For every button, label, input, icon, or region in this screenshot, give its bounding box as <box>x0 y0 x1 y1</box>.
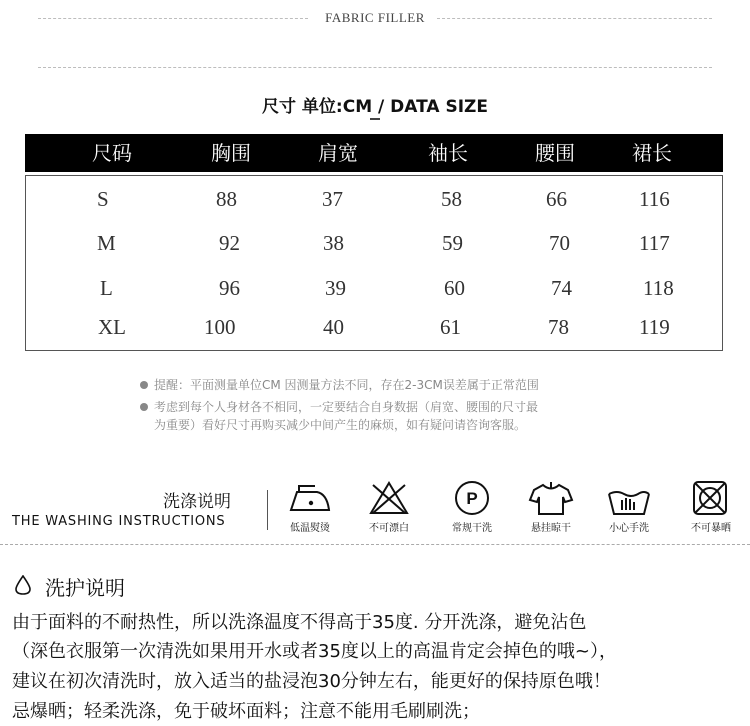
iron-low-label: 低温熨烫 <box>290 523 330 534</box>
note-measurement <box>140 376 539 393</box>
size-table-title: 尺寸 单位:CM / DATA SIZE <box>262 97 488 117</box>
dry-clean-label: 常规干洗 <box>452 523 492 534</box>
cell-size: S <box>97 187 109 211</box>
note-text: 考虑到每个人身材各不相同，一定要结合自身数据（肩宽、腰围的尺寸最 <box>154 400 539 414</box>
cell-sleeve: 59 <box>442 231 463 255</box>
cell-sleeve: 60 <box>444 276 465 300</box>
no-bleach-label: 不可漂白 <box>369 523 409 534</box>
cell-length: 118 <box>643 276 674 300</box>
cell-chest: 88 <box>216 187 237 211</box>
water-drop-icon <box>15 575 31 599</box>
cell-size: L <box>100 276 113 300</box>
hand-wash-icon <box>604 480 654 516</box>
note-continuation: 为重要）看好尺寸再购买减少中间产生的麻烦，如有疑问请咨询客服。 <box>154 418 527 432</box>
no-bleach-icon <box>364 480 414 516</box>
care-divider <box>0 544 750 545</box>
cell-sleeve: 61 <box>440 315 461 339</box>
care-line: 由于面料的不耐热性，所以洗涤温度不得高于35度. 分开洗涤，避免沾色 <box>12 612 587 633</box>
title-underline <box>370 118 380 120</box>
note-body-shape <box>140 398 538 415</box>
cell-waist: 66 <box>546 187 567 211</box>
cell-shoulder: 38 <box>323 231 344 255</box>
header-cell-size: 尺码 <box>92 141 132 165</box>
cell-waist: 74 <box>551 276 572 300</box>
cell-chest: 96 <box>219 276 240 300</box>
cell-shoulder: 40 <box>323 315 344 339</box>
cell-shoulder: 39 <box>325 276 346 300</box>
header-cell-sleeve: 袖长 <box>428 141 468 165</box>
washing-title-en: THE WASHING INSTRUCTIONS <box>12 514 226 529</box>
header-rule-right <box>437 18 712 19</box>
care-title: 洗护说明 <box>45 576 125 600</box>
no-sun-dry-icon <box>686 480 736 516</box>
cell-chest: 92 <box>219 231 240 255</box>
header-rule-bottom <box>38 67 712 68</box>
no-sun-dry-label: 不可暴晒 <box>691 523 731 534</box>
bullet-icon <box>140 403 148 411</box>
header-cell-length: 裙长 <box>632 141 672 165</box>
header-cell-chest: 胸围 <box>211 141 251 165</box>
size-table-header <box>25 134 723 172</box>
size-table-body <box>25 175 723 351</box>
hang-dry-icon <box>526 480 576 516</box>
header-cell-waist: 腰围 <box>535 141 575 165</box>
hand-wash-label: 小心手洗 <box>609 523 649 534</box>
cell-waist: 78 <box>548 315 569 339</box>
washing-title-cn: 洗涤说明 <box>163 492 231 512</box>
dry-clean-p-icon <box>447 480 497 516</box>
care-line: 忌爆晒；轻柔洗涤，免于破坏面料；注意不能用毛刷刷洗； <box>12 701 480 722</box>
care-line: 建议在初次清洗时，放入适当的盐浸泡30分钟左右，能更好的保持原色哦！ <box>12 671 611 692</box>
fabric-filler-label: FABRIC FILLER <box>325 10 425 25</box>
cell-size: XL <box>98 315 126 339</box>
cell-shoulder: 37 <box>322 187 343 211</box>
cell-length: 117 <box>639 231 670 255</box>
svg-text:P: P <box>466 489 478 508</box>
cell-waist: 70 <box>549 231 570 255</box>
header-cell-shoulder: 肩宽 <box>318 141 358 165</box>
cell-length: 119 <box>639 315 670 339</box>
cell-sleeve: 58 <box>441 187 462 211</box>
iron-low-icon <box>285 480 335 516</box>
bullet-icon <box>140 381 148 389</box>
washing-divider <box>267 490 268 530</box>
note-text: 提醒：平面测量单位CM 因测量方法不同，存在2-3CM误差属于正常范围 <box>154 378 539 392</box>
cell-chest: 100 <box>204 315 236 339</box>
cell-length: 116 <box>639 187 670 211</box>
cell-size: M <box>97 231 116 255</box>
hang-dry-label: 悬挂晾干 <box>531 523 571 534</box>
care-line: （深色衣服第一次清洗如果用开水或者35度以上的高温肯定会掉色的哦~）， <box>12 641 617 662</box>
